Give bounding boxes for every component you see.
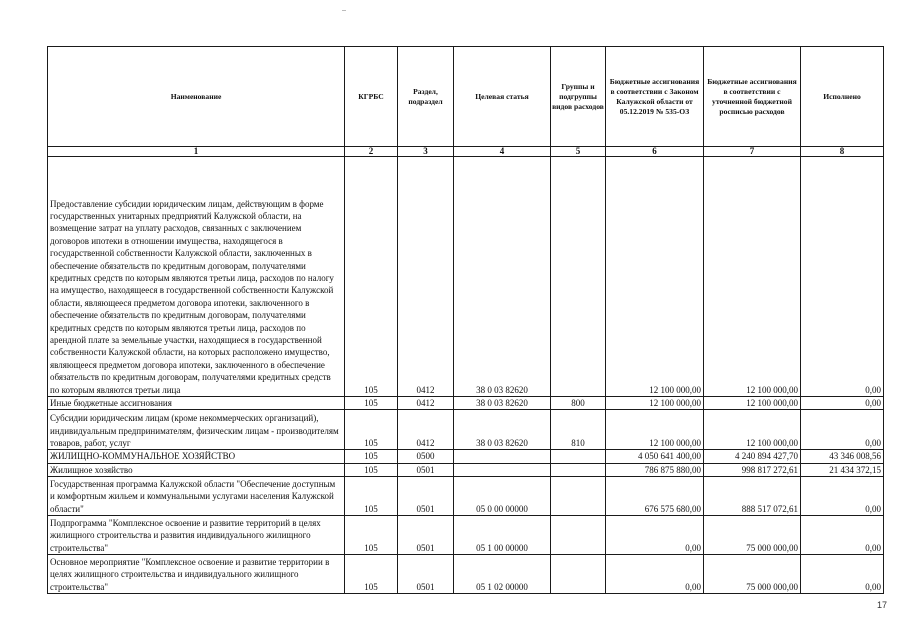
row-section: 0412 <box>398 157 454 397</box>
row-section: 0501 <box>398 516 454 555</box>
header-law-allocations: Бюджетные ассигнования в соответствии с Законом Калужской области от 05.12.2019 № 535-ОЗ <box>606 47 704 147</box>
table-row <box>48 463 884 476</box>
row-kgrbs: 105 <box>345 477 398 516</box>
row-target-article: 05 1 00 00000 <box>454 516 551 555</box>
header-row <box>48 47 884 147</box>
row-refined-amount: 12 100 000,00 <box>704 157 801 397</box>
table-row <box>48 555 884 594</box>
row-name: Государственная программа Калужской области "Обеспечение доступным и комфортным жильем и коммунальными услугами населения Калужской области" <box>48 477 345 516</box>
row-expense-group: 810 <box>551 410 606 450</box>
row-name: Основное мероприятие "Комплексное освоение и развитие территории в целях жилищного строительства и индивидуального жилищного строительства" <box>48 555 345 594</box>
row-law-amount: 676 575 680,00 <box>606 477 704 516</box>
row-expense-group <box>551 450 606 463</box>
row-target-article: 38 0 03 82620 <box>454 157 551 397</box>
row-kgrbs: 105 <box>345 516 398 555</box>
row-refined-amount: 12 100 000,00 <box>704 410 801 450</box>
column-number: 1 <box>48 147 345 157</box>
row-refined-amount: 75 000 000,00 <box>704 555 801 594</box>
column-number: 5 <box>551 147 606 157</box>
row-kgrbs: 105 <box>345 410 398 450</box>
row-kgrbs: 105 <box>345 450 398 463</box>
table-body <box>48 157 884 594</box>
row-target-article: 38 0 03 82620 <box>454 410 551 450</box>
row-law-amount: 0,00 <box>606 555 704 594</box>
column-number-row <box>48 147 884 157</box>
row-name: Подпрограмма "Комплексное освоение и развитие территорий в целях жилищного строительства и развития индивидуального жилищного строительства" <box>48 516 345 555</box>
row-expense-group: 800 <box>551 397 606 410</box>
row-executed-amount: 0,00 <box>801 397 884 410</box>
header-name: Наименование <box>48 47 345 147</box>
column-number: 8 <box>801 147 884 157</box>
row-executed-amount: 0,00 <box>801 477 884 516</box>
row-executed-amount: 0,00 <box>801 410 884 450</box>
row-section: 0500 <box>398 450 454 463</box>
row-name: Субсидии юридическим лицам (кроме некоммерческих организаций), индивидуальным предпринимателям, физическим лицам - производителям товаров, работ, услуг <box>48 410 345 450</box>
row-target-article: 05 0 00 00000 <box>454 477 551 516</box>
row-kgrbs: 105 <box>345 463 398 476</box>
row-refined-amount: 75 000 000,00 <box>704 516 801 555</box>
scan-speck <box>342 10 346 11</box>
row-refined-amount: 888 517 072,61 <box>704 477 801 516</box>
column-number: 4 <box>454 147 551 157</box>
row-law-amount: 786 875 880,00 <box>606 463 704 476</box>
row-executed-amount: 0,00 <box>801 157 884 397</box>
row-expense-group <box>551 555 606 594</box>
row-expense-group <box>551 157 606 397</box>
row-law-amount: 12 100 000,00 <box>606 397 704 410</box>
column-number: 6 <box>606 147 704 157</box>
row-expense-group <box>551 516 606 555</box>
header-section: Раздел, подраздел <box>398 47 454 147</box>
row-law-amount: 12 100 000,00 <box>606 410 704 450</box>
row-section: 0412 <box>398 410 454 450</box>
row-refined-amount: 12 100 000,00 <box>704 397 801 410</box>
header-target-article: Целевая статья <box>454 47 551 147</box>
row-section: 0501 <box>398 555 454 594</box>
table-row <box>48 477 884 516</box>
table-row <box>48 397 884 410</box>
table-header <box>48 47 884 157</box>
row-kgrbs: 105 <box>345 555 398 594</box>
header-refined-allocations: Бюджетные ассигнования в соответствии с уточненной бюджетной росписью расходов <box>704 47 801 147</box>
row-kgrbs: 105 <box>345 397 398 410</box>
row-expense-group <box>551 477 606 516</box>
row-executed-amount: 0,00 <box>801 555 884 594</box>
table-row <box>48 516 884 555</box>
column-number: 3 <box>398 147 454 157</box>
row-section: 0501 <box>398 477 454 516</box>
table-row <box>48 410 884 450</box>
row-executed-amount: 0,00 <box>801 516 884 555</box>
row-law-amount: 0,00 <box>606 516 704 555</box>
header-expense-group: Группы и подгруппы видов расходов <box>551 47 606 147</box>
row-name: Иные бюджетные ассигнования <box>48 397 345 410</box>
row-refined-amount: 4 240 894 427,70 <box>704 450 801 463</box>
row-refined-amount: 998 817 272,61 <box>704 463 801 476</box>
column-number: 7 <box>704 147 801 157</box>
row-section: 0412 <box>398 397 454 410</box>
header-kgrbs: КГРБС <box>345 47 398 147</box>
row-target-article: 05 1 02 00000 <box>454 555 551 594</box>
row-name: ЖИЛИЩНО-КОММУНАЛЬНОЕ ХОЗЯЙСТВО <box>48 450 345 463</box>
row-expense-group <box>551 463 606 476</box>
row-target-article: 38 0 03 82620 <box>454 397 551 410</box>
table-row <box>48 157 884 397</box>
column-number: 2 <box>345 147 398 157</box>
row-law-amount: 12 100 000,00 <box>606 157 704 397</box>
table-row <box>48 450 884 463</box>
header-executed: Исполнено <box>801 47 884 147</box>
row-executed-amount: 21 434 372,15 <box>801 463 884 476</box>
row-law-amount: 4 050 641 400,00 <box>606 450 704 463</box>
row-target-article <box>454 450 551 463</box>
row-section: 0501 <box>398 463 454 476</box>
row-name: Жилищное хозяйство <box>48 463 345 476</box>
row-kgrbs: 105 <box>345 157 398 397</box>
row-target-article <box>454 463 551 476</box>
row-name: Предоставление субсидии юридическим лицам, действующим в форме государственных унитарных предприятий Калужской области, на возмещение затрат на уплату расходов, связанных с заключением договоров ипотеки в отношении имущества, находящегося в государственной собственности Калужской области, заключенных в обеспечение обязательств по кредитным договорам, получателями кредитных средств по которым являются третьи лица, расходов по налогу на имущество, находящееся в государственной собственности Калужской области, являющееся предметом договора ипотеки, заключенного в обеспечение обязательств по кредитным договорам, получателями кредитных средств по которым являются третьи лица, расходов по арендной плате за земельные участки, находящиеся в государственной собственности Калужской области, на которых расположено имущество, являющееся предметом договора ипотеки, заключенного в обеспечение обязательств по кредитным договорам, получателями кредитных средств по которым являются третьи лица <box>48 157 345 397</box>
budget-table <box>47 46 884 594</box>
page-number: 17 <box>877 600 888 610</box>
row-executed-amount: 43 346 008,56 <box>801 450 884 463</box>
